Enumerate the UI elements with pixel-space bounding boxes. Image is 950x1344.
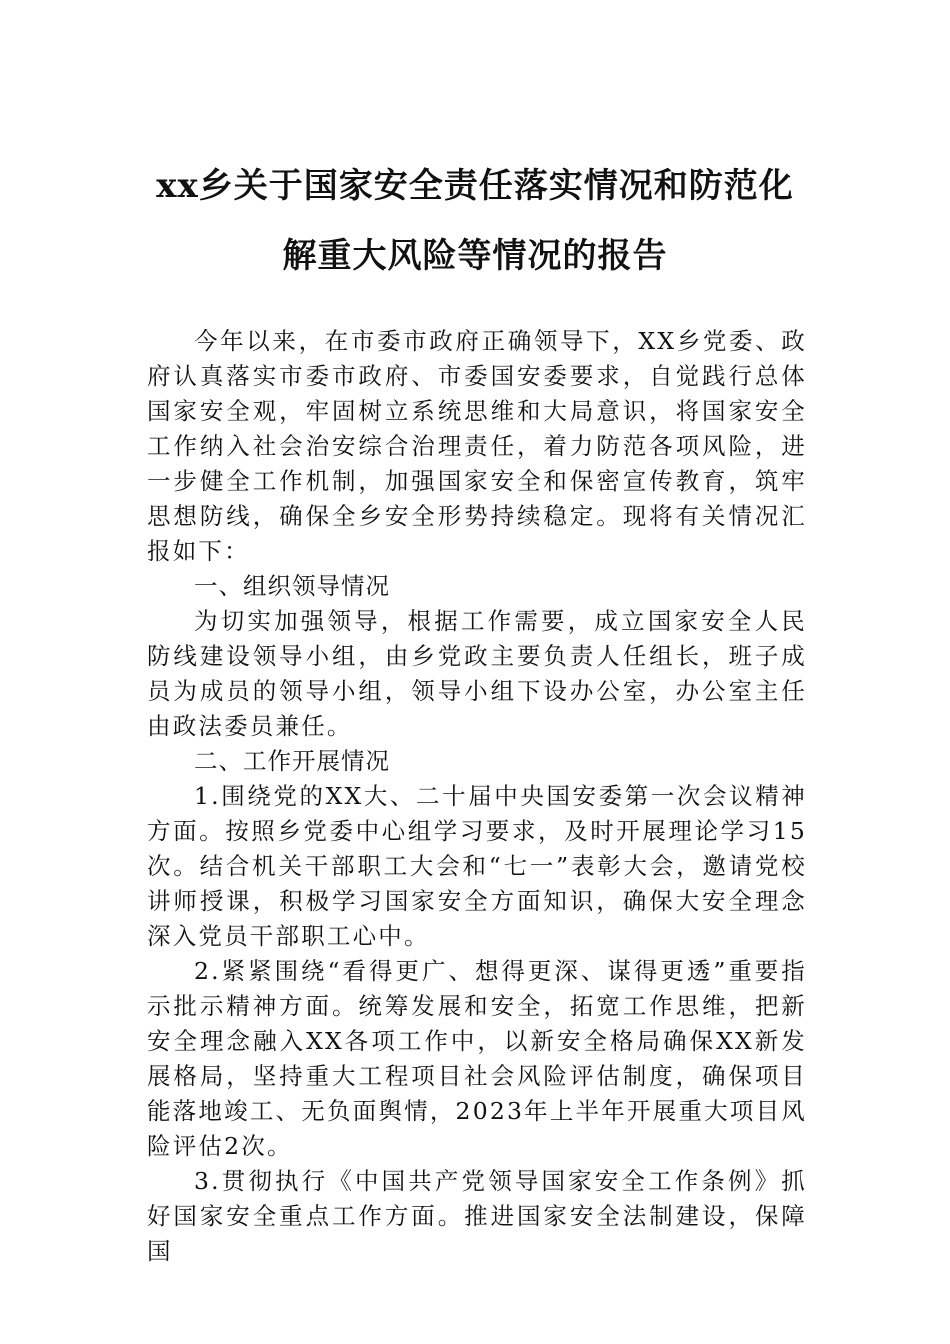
section-heading-organization: 一、组织领导情况 xyxy=(194,572,390,600)
work-item-2: 2.紧紧围绕“看得更广、想得更深、谋得更透”重要指示批示精神方面。统筹发展和安全，拓宽工作思维，把新安全理念融入XX各项工作中，以新安全格局确保XX新发展格局，坚持重大工程项目社会风险评估制度，确保项目能落地竣工、无负面舆情，2023年上半年开展重大项目风险评估2次。 xyxy=(147,957,807,1160)
intro-paragraph: 今年以来，在市委市政府正确领导下，XX乡党委、政府认真落实市委市政府、市委国安委要求，自觉践行总体国家安全观，牢固树立系统思维和大局意识，将国家安全工作纳入社会治安综合治理责任，着力防范各项风险，进一步健全工作机制，加强国家安全和保密宣传教育，筑牢思想防线，确保全乡安全形势持续稳定。现将有关情况汇报如下： xyxy=(147,327,807,565)
organization-paragraph: 为切实加强领导，根据工作需要，成立国家安全人民防线建设领导小组，由乡党政主要负责人任组长，班子成员为成员的领导小组，领导小组下设办公室，办公室主任由政法委员兼任。 xyxy=(147,607,807,740)
work-item-1: 1.围绕党的XX大、二十届中央国安委第一次会议精神方面。按照乡党委中心组学习要求，及时开展理论学习15次。结合机关干部职工大会和“七一”表彰大会，邀请党校讲师授课，积极学习国家安全方面知识，确保大安全理念深入党员干部职工心中。 xyxy=(147,782,807,950)
work-item-3: 3.贯彻执行《中国共产党领导国家安全工作条例》抓好国家安全重点工作方面。推进国家安全法制建设，保障国 xyxy=(147,1167,807,1265)
section-heading-work: 二、工作开展情况 xyxy=(194,747,390,775)
document-title-line-1: xx乡关于国家安全责任落实情况和防范化 xyxy=(156,166,794,206)
document-title-line-2: 解重大风险等情况的报告 xyxy=(282,236,668,276)
document-body xyxy=(147,324,807,1269)
